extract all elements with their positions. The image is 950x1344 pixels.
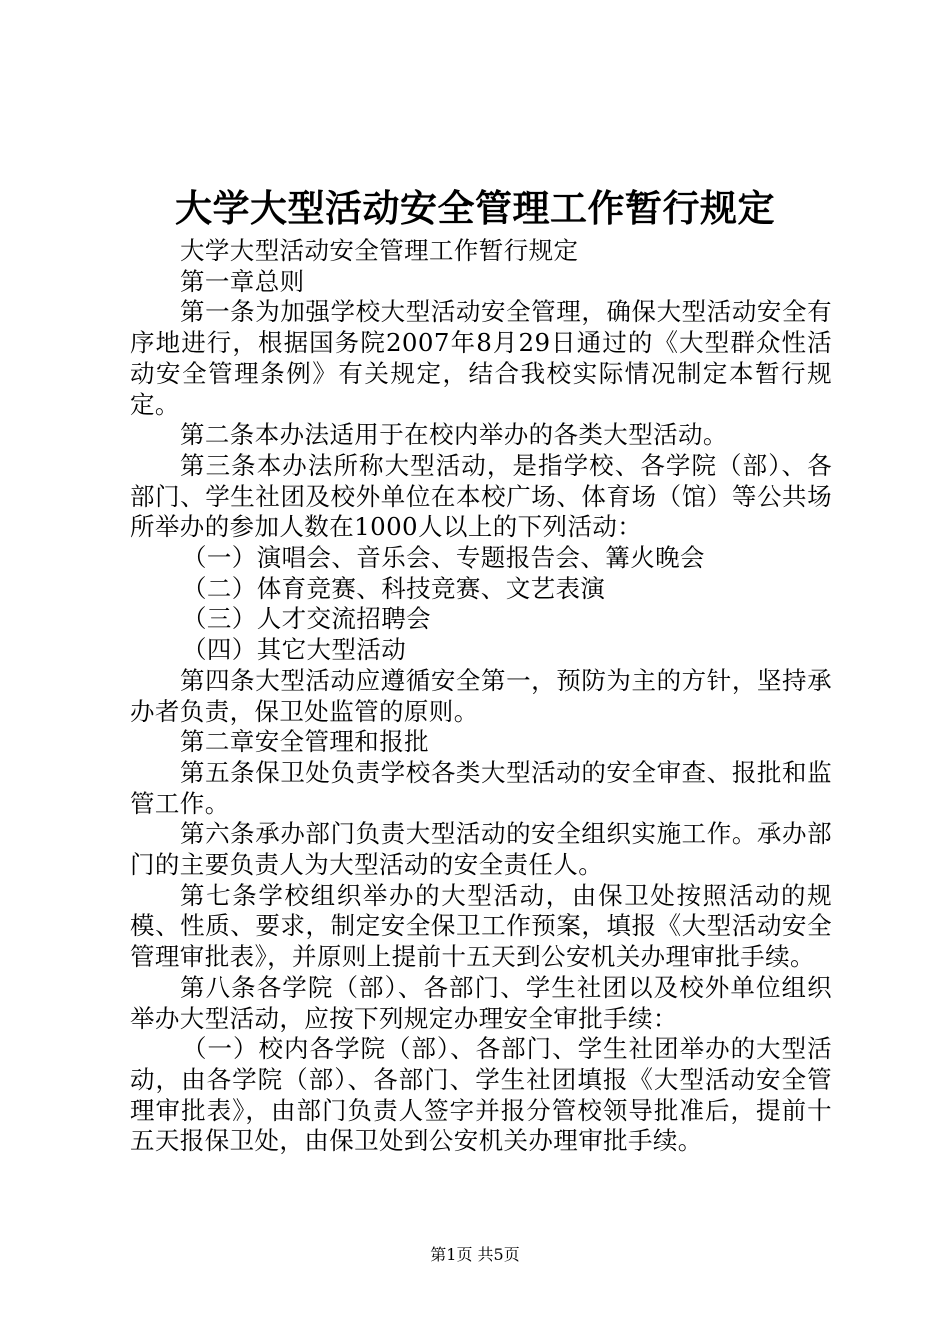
article-paragraph: 第一条为加强学校大型活动安全管理，确保大型活动安全有序地进行，根据国务院2007年8月29日通过的《大型群众性活动安全管理条例》有关规定，结合我校实际情况制定本暂行规定。	[130, 297, 832, 419]
list-item: （二）体育竞赛、科技竞赛、文艺表演	[182, 573, 606, 603]
article-paragraph: 第七条学校组织举办的大型活动，由保卫处按照活动的规模、性质、要求，制定安全保卫工作预案，填报《大型活动安全管理审批表》，并原则上提前十五天到公安机关办理审批手续。	[130, 880, 832, 972]
article-paragraph: 第四条大型活动应遵循安全第一，预防为主的方针，坚持承办者负责，保卫处监管的原则。	[130, 665, 832, 726]
article-paragraph: 第三条本办法所称大型活动，是指学校、各学院（部）、各部门、学生社团及校外单位在本校广场、体育场（馆）等公共场所举办的参加人数在1000人以上的下列活动：	[130, 450, 832, 542]
document-title: 大学大型活动安全管理工作暂行规定	[175, 186, 775, 230]
article-paragraph: 第八条各学院（部）、各部门、学生社团以及校外单位组织举办大型活动，应按下列规定办理安全审批手续：	[130, 972, 832, 1033]
chapter-heading: 第二章安全管理和报批	[180, 727, 429, 757]
list-item: （四）其它大型活动	[182, 635, 407, 665]
article-paragraph: 第六条承办部门负责大型活动的安全组织实施工作。承办部门的主要负责人为大型活动的安全责任人。	[130, 819, 832, 880]
list-item: （一）演唱会、音乐会、专题报告会、篝火晚会	[182, 543, 705, 573]
list-item: （三）人才交流招聘会	[182, 604, 431, 634]
article-paragraph: 第五条保卫处负责学校各类大型活动的安全审查、报批和监管工作。	[130, 757, 832, 818]
chapter-heading: 第一章总则	[180, 266, 305, 296]
paragraph-subtitle: 大学大型活动安全管理工作暂行规定	[180, 236, 579, 265]
article-paragraph: 第二条本办法适用于在校内举办的各类大型活动。	[180, 420, 728, 450]
document-body	[130, 236, 832, 1157]
page-footer: 第1页 共5页	[430, 1245, 520, 1264]
list-item: （一）校内各学院（部）、各部门、学生社团举办的大型活动，由各学院（部）、各部门、学生社团填报《大型活动安全管理审批表》，由部门负责人签字并报分管校领导批准后，提前十五天报保卫处，由保卫处到公安机关办理审批手续。	[130, 1034, 832, 1156]
